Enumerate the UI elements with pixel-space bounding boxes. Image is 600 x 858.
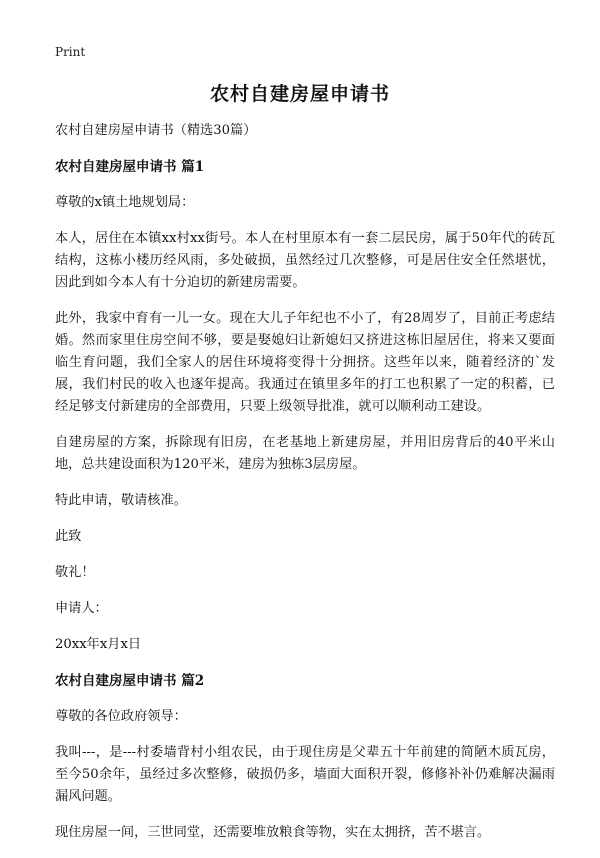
closing-zhici: 此致 [55, 529, 82, 544]
section-heading-1: 农村自建房屋申请书 篇1 [55, 159, 205, 175]
paragraph: 我叫---，是---村委墙背村小组农民，由于现住房是父辈五十年前建的简陋木质瓦房，至今50余年，虽经过多次整修，破损仍多，墙面大面积开裂，修修补补仍难解决漏雨漏风问题。 [55, 745, 555, 804]
paragraph: 此外，我家中育有一儿一女。现在大儿子年纪也不小了，有28周岁了，目前正考虑结婚。然而家里住房空间不够，要是娶媳妇让新媳妇又挤进这栋旧屋居住，将来又要面临生育问题，我们全家人的居住环境将变得十分拥挤。这些年以来，随着经济的`发展，我们村民的收入也逐年提高。我通过在镇里多年的打工也积累了一定的积蓄，已经足够支付新建房的全部费用，只要上级领导批准，就可以顺利动工建设。 [55, 311, 555, 414]
document-subtitle: 农村自建房屋申请书（精选30篇） [55, 123, 257, 138]
date-line: 20xx年x月x日 [55, 637, 142, 652]
paragraph: 本人，居住在本镇xx村xx街号。本人在村里原本有一套二层民房，属于50年代的砖瓦结构，这栋小楼历经风雨，多处破损，虽然经过几次整修，可是居住安全任然堪忧，因此到如今本人有十分迫切的新建房需要。 [55, 231, 555, 290]
paragraph: 现住房屋一间，三世同堂，还需要堆放粮食等物，实在太拥挤，苦不堪言。 [55, 825, 491, 840]
print-link[interactable]: Print [55, 45, 86, 59]
section-heading-2: 农村自建房屋申请书 篇2 [55, 673, 205, 689]
closing-request: 特此申请，敬请核准。 [55, 493, 187, 508]
document-body [55, 120, 555, 858]
closing-salute: 敬礼！ [55, 565, 95, 580]
document-title: 农村自建房屋申请书 [209, 83, 390, 105]
paragraph: 自建房屋的方案，拆除现有旧房，在老基地上新建房屋，并用旧房背后的40平米山地，总共建设面积为120平米，建房为独栋3层房屋。 [55, 435, 555, 472]
salutation-1: 尊敬的x镇土地规划局： [55, 195, 195, 210]
salutation-2: 尊敬的各位政府领导： [55, 709, 187, 724]
applicant-line: 申请人： [55, 601, 108, 616]
